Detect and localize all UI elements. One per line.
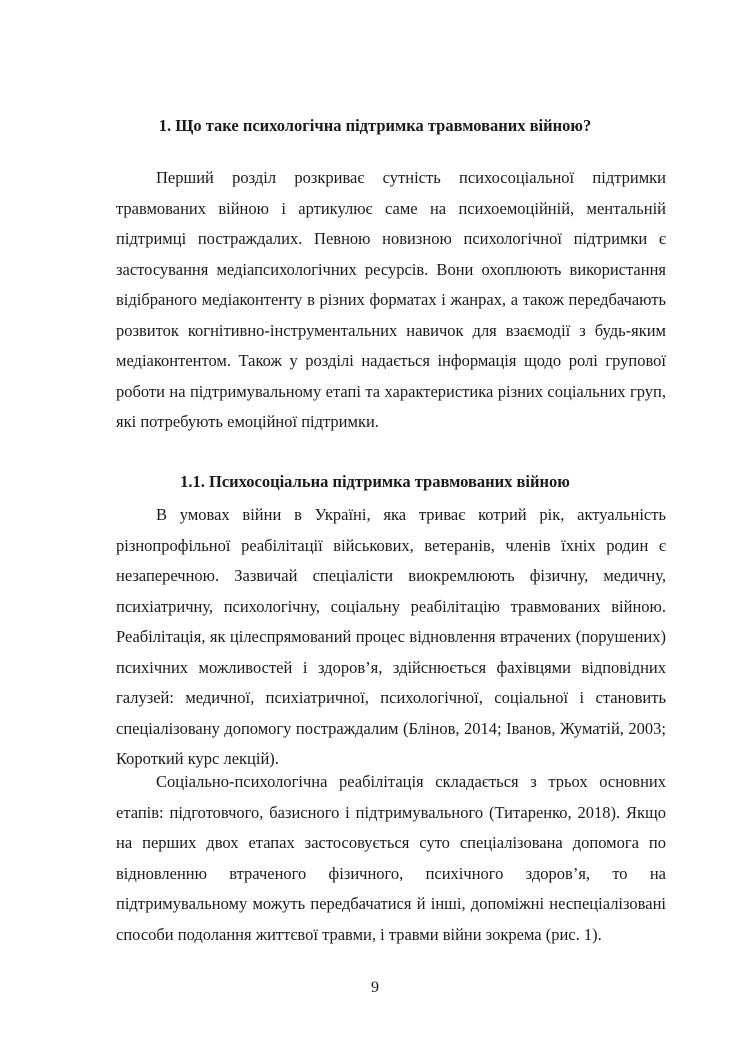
- section-title: 1. Що таке психологічна підтримка травмованих війною?: [158, 116, 592, 135]
- subsection-title: 1.1. Психосоціальна підтримка травмованих війною: [180, 472, 570, 491]
- section-intro-paragraph: Перший розділ розкриває сутність психосоціальної підтримки травмованих війною і артикулює саме на психоемоційній, ментальній підтримці постраждалих. Певною новизною психологічної підтримки є застосування медіапсихологічних ресурсів. Вони охоплюють використання відібраного медіаконтенту в різних форматах і жанрах, а також передбачають розвиток когнітивно-інструментальних навичок для взаємодії з будь-яким медіаконтентом. Також у розділі надається інформація щодо ролі групової роботи на підтримувальному етапі та характеристика різних соціальних груп, які потребують емоційної підтримки.: [116, 168, 666, 431]
- body-paragraph: В умовах війни в Україні, яка триває котрий рік, актуальність різнопрофільної реабілітації військових, ветеранів, членів їхніх родин є незаперечною. Зазвичай спеціалісти виокремлюють фізичну, медичну, психіатричну, психологічну, соціальну реабілітацію травмованих війною. Реабілітація, як цілеспрямований процес відновлення втрачених (порушених) психічних можливостей і здоров’я, здійснюється фахівцями відповідних галузей: медичної, психіатричної, психологічної, соціальної і становить спеціалізовану допомогу постраждалим (Блінов, 2014; Іванов, Жуматій, 2003; Короткий курс лекцій).: [116, 505, 666, 768]
- body-paragraph: Соціально-психологічна реабілітація складається з трьох основних етапів: підготовчого, базисного і підтримувального (Титаренко, 2018). Якщо на перших двох етапах застосовується суто спеціалізована допомога по відновленню втраченого фізичного, психічного здоров’я, то на підтримувальному можуть передбачатися й інші, допоміжні неспеціалізовані способи подолання життєвої травми, і травми війни зокрема (рис. 1).: [116, 772, 666, 944]
- page-number: 9: [371, 979, 379, 996]
